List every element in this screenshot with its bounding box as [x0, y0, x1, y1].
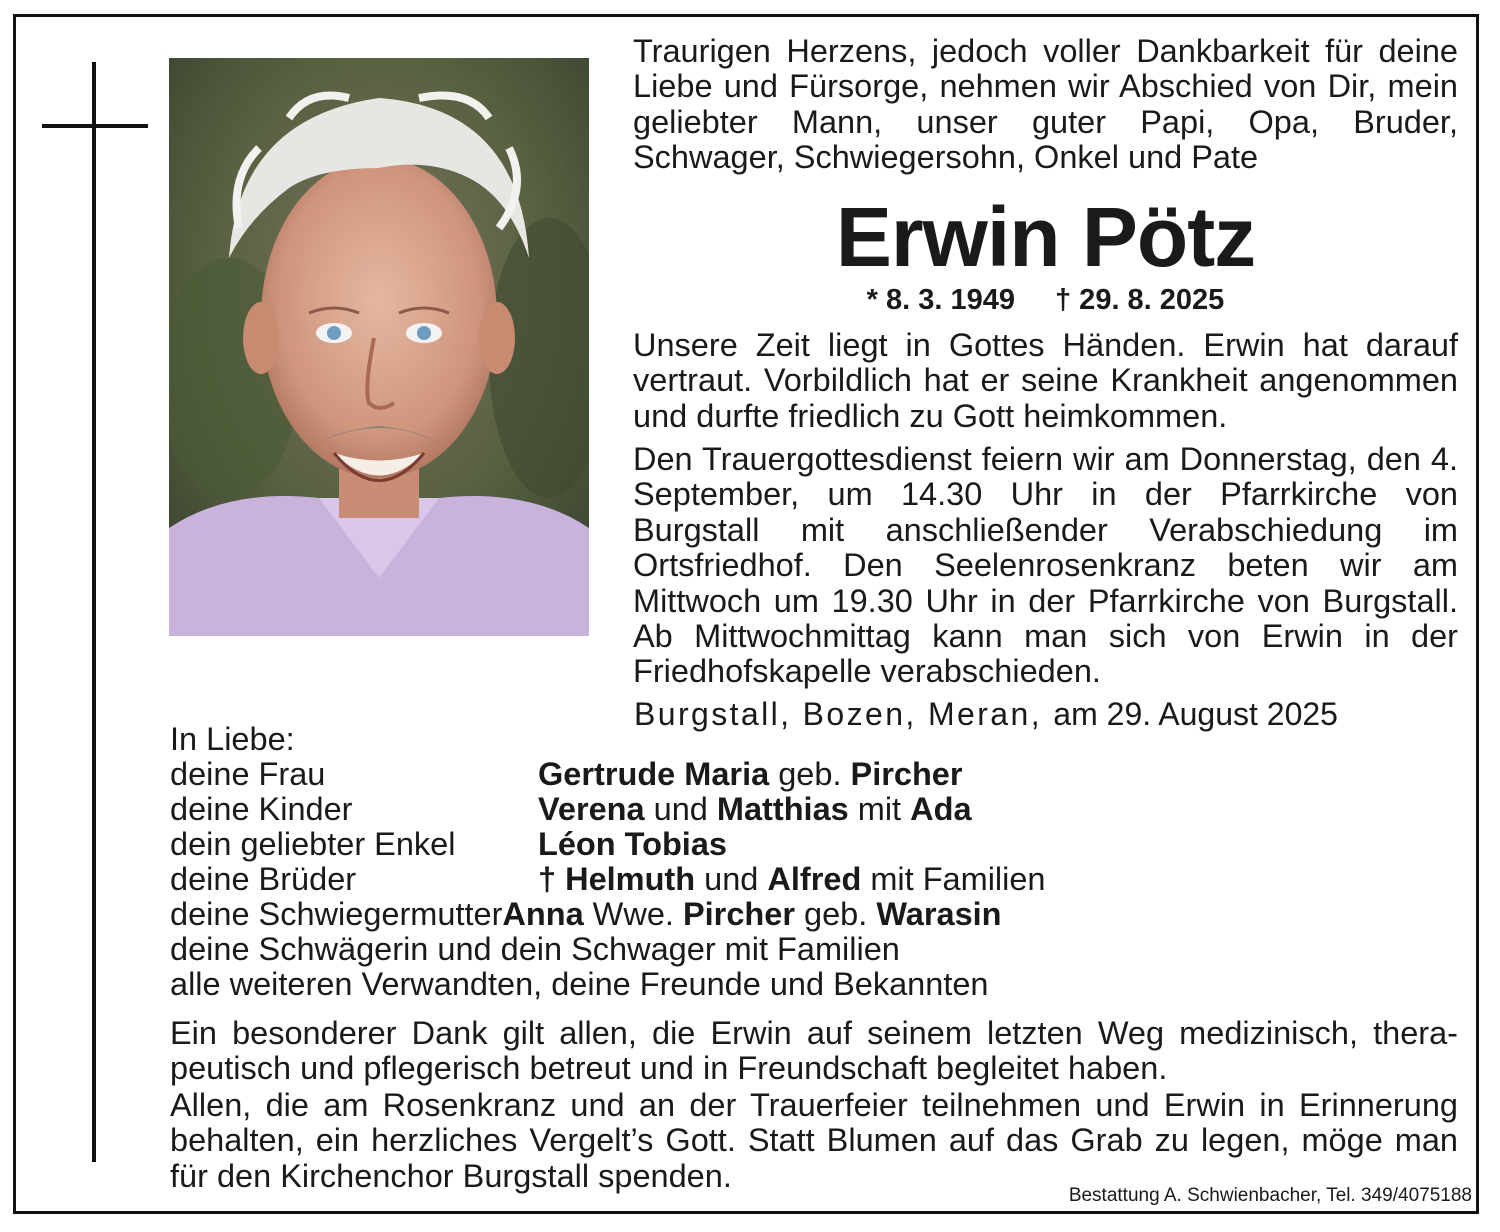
family-row-kinder: [170, 792, 972, 827]
intro-text: Traurigen Herzens, jedoch voller Dankbarkeit für deine Liebe und Fürsorge, nehmen wir Abschied von Dir, mein geliebter Mann, unser guter Papi, Opa, Bruder, Schwager, Schwiegersohn, Onkel und Pate: [633, 33, 1458, 176]
life-dates: [633, 283, 1458, 317]
death-date: † 29. 8. 2025: [1055, 284, 1225, 316]
place-date: am 29. August 2025: [1053, 696, 1338, 732]
family-label: deine Schwiegermutter: [170, 896, 503, 932]
place-and-date: [634, 696, 1338, 732]
family-name: Alfred: [767, 861, 862, 897]
family-row-schwaegerin: deine Schwägerin und dein Schwager mit Familien: [170, 931, 900, 967]
family-name: Ada: [910, 791, 972, 827]
family-connector: Wwe.: [583, 896, 683, 932]
service-paragraph: Den Trauergottesdienst feiern wir am Donnerstag, den 4. September, um 14.30 Uhr in der Pfarrkirche von Burgstall mit anschließender Verabschiedung im Ortsfriedhof. Den Seelenrosenkranz beten wir am Mittwoch um 19.30 Uhr in der Pfarrkirche von Burgstall. Ab Mittwochmittag kann man sich von Erwin in der Friedhofskapelle verabschieden.: [633, 441, 1458, 690]
family-row-brueder: [170, 862, 1046, 897]
family-name: Anna: [502, 896, 584, 932]
family-name: Matthias: [716, 791, 849, 827]
family-connector: und: [644, 791, 717, 827]
thanks-paragraph-2: Allen, die am Rosenkranz und an der Trauerfeier teilnehmen und Erwin in Erinnerung behalten, ein herzliches Vergelt’s Gott. Statt Blumen auf das Grab zu legen, möge man für den Kirchenchor Burgstall spenden.: [170, 1087, 1458, 1194]
family-name: Verena: [538, 791, 645, 827]
family-row-verwandte: alle weiteren Verwandten, deine Freunde und Bekannten: [170, 966, 989, 1002]
portrait-photo: [169, 58, 589, 636]
place-names: Burgstall, Bozen, Meran,: [634, 696, 1042, 732]
birth-date: * 8. 3. 1949: [866, 284, 1015, 316]
family-name: Pircher: [682, 896, 795, 932]
deceased-name: Erwin Pötz: [835, 190, 1256, 284]
family-name: Pircher: [850, 756, 963, 792]
family-label: deine Frau: [170, 756, 326, 792]
thanks-paragraph-1: Ein besonderer Dank gilt allen, die Erwin auf seinem letzten Weg medizinisch, therapeutisch und pflegerisch betreut und in Freundschaft begleitet haben.: [170, 1015, 1458, 1087]
in-love-heading: In Liebe:: [170, 721, 295, 757]
family-row-enkel: [170, 827, 727, 862]
family-label: deine Brüder: [170, 861, 357, 897]
funeral-home-credit: Bestattung A. Schwienbacher, Tel. 349/4075188: [1068, 1185, 1472, 1206]
family-name: † Helmuth: [538, 861, 696, 897]
cross-icon-horizontal: [42, 124, 148, 128]
family-label: deine Kinder: [170, 791, 353, 827]
family-connector: mit Familien: [861, 861, 1046, 897]
family-name: Warasin: [876, 896, 1002, 932]
family-label: dein geliebter Enkel: [170, 826, 456, 862]
family-name: Léon Tobias: [538, 826, 727, 862]
family-connector: mit: [848, 791, 911, 827]
family-connector: geb.: [769, 756, 851, 792]
family-row-schwiegermutter: [170, 897, 1002, 932]
family-connector: und: [695, 861, 768, 897]
family-row-frau: [170, 757, 963, 792]
cross-icon-vertical: [92, 62, 96, 1162]
faith-paragraph: Unsere Zeit liegt in Gottes Händen. Erwin hat darauf vertraut. Vorbildlich hat er seine Krankheit angenommen und durfte friedlich zu Gott heimkommen.: [633, 327, 1458, 434]
family-name: Gertrude Maria: [538, 756, 770, 792]
family-connector: geb.: [794, 896, 877, 932]
